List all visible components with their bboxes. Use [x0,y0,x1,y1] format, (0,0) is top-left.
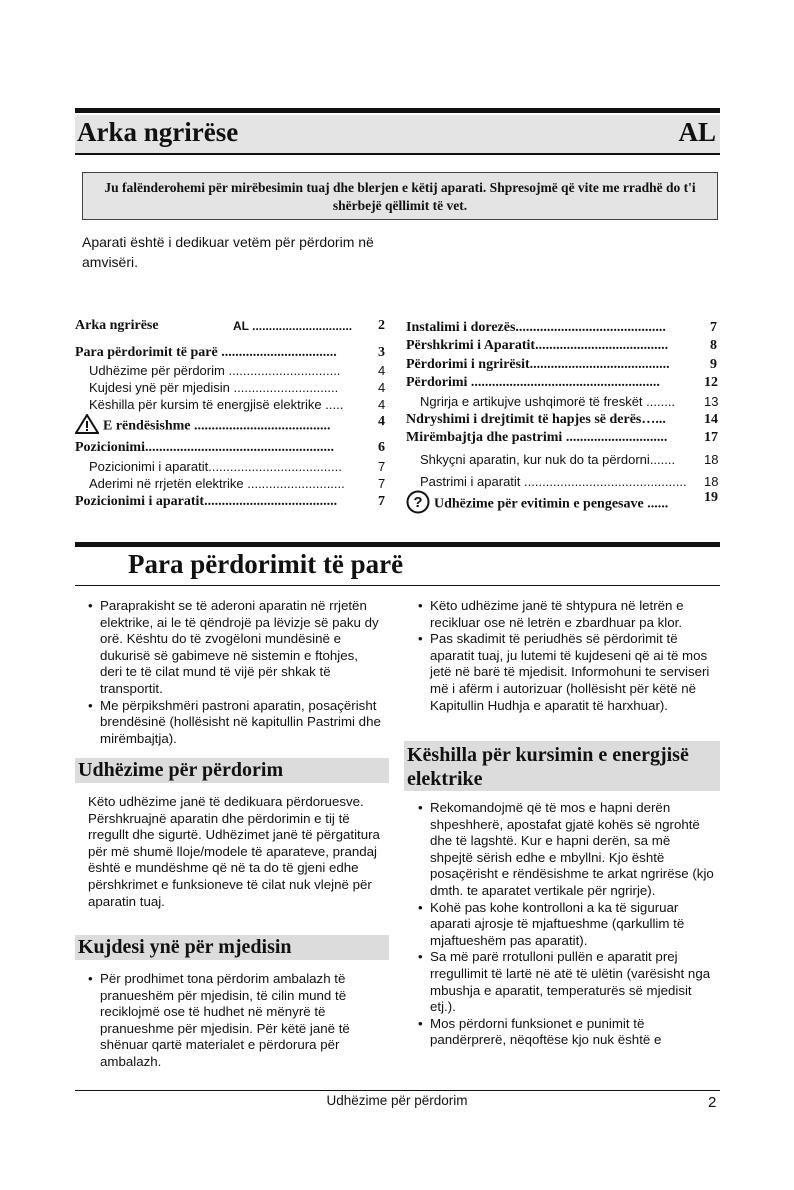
toc-entry[interactable]: Arka ngrirëse AL .............................. 2 [75,318,385,333]
footer-rule [75,1090,720,1091]
svg-text:?: ? [413,494,423,511]
usage-text: Këto udhëzime janë të dedikuara përdoruesve. Përshkruajnë aparatin dhe përdorimin e tij të rregullt dhe sigurtë. Udhëzimet janë të përgatitura për më shumë lloje/modele të aparateve, prandaj është e mundëshme që në ta do të gjeni edhe përshkrimet e funksioneve të cilat nuk vlejnë për aparatin tuaj. [88,794,380,909]
list-item: • Rekomandojmë që të mos e hapni derën shpeshherë, apostafat gjatë kohës së ngrohtë dhe të lagshtë. Kur e hapni derën, sa më shpejtë sërish edhe e mbyllni. Kjo është posaçërisht e rëndësishme te arkat ngrirëse (kjo dmth. te aparatet vertikale për ngrirje). [416,800,716,900]
toc-entry[interactable]: Mirëmbajtja dhe pastrimi ............................. 17 [406,430,718,445]
toc-entry[interactable]: Ngrirja e artikujve ushqimorë të freskët ........ 13 [420,394,719,409]
list-item: • Për prodhimet tona përdorim ambalazh të pranueshëm për mjedisin, të cilin mund të reciklojmë ose të hudhet në mënyrë të pranueshme për mjedisin. Për këtë janë të shënuar qartë materialet e përdorura për ambalazh. [86,971,381,1071]
list-item: • Mos përdorni funksionet e punimit të pandërprerë, nëqoftëse kjo nuk është e [416,1016,716,1049]
toc-entry[interactable]: Përdorimi i ngrirësit........................................ 9 [406,357,717,372]
list-item: • Me përpikshmëri pastroni aparatin, posaçërisht brendësinë (hollësisht në kapitullin Pastrimi dhe mirëmbajtja). [86,698,381,748]
toc-entry[interactable]: Përshkrimi i Aparatit...................................... 8 [406,338,717,353]
toc-entry[interactable]: Shkyçni aparatin, kur nuk do ta përdorni....... 18 [420,452,719,467]
left-bullets [86,598,381,747]
footer-title: Udhëzime për përdorim [326,1093,468,1108]
toc-entry[interactable]: Pozicionimi i aparatit...................................... 7 [75,494,385,509]
toc-entry[interactable]: Përdorimi ...................................................... 12 [406,375,718,390]
energy-heading: Këshilla për kursimin e energjisë elektrike [404,741,720,791]
list-item: • Paraprakisht se të aderoni aparatin në rrjetën elektrike, ai le të qëndrojë pa lëvizje së paku dy orë. Kështu do të zvogëloni mundësinë e dukurisë së gabimeve në sistemin e ftohjes, deri te të cilat mund të vijë për shkak të transportit. [86,598,381,698]
section-rule [75,542,720,547]
page-title: Arka ngrirëse [77,117,239,147]
list-item: • Kohë pas kohe kontrolloni a ka të siguruar aparati ajrosje të mjaftueshme (qarkullim të mjaftueshëm pas aparatit). [416,900,716,950]
environment-bullets [86,971,381,1071]
intro-text: Aparati është i dedikuar vetëm për përdorim në amvisëri. [82,234,374,270]
toc-entry[interactable]: Këshilla për kursim të energjisë elektrike ..... 4 [89,397,386,412]
toc-entry[interactable]: E rëndësishme ....................................... 4 [75,414,331,439]
environment-heading: Kujdesi ynë për mjedisin [75,935,389,960]
thanks-box: Ju falënderohemi për mirëbesimin tuaj dhe blerjen e këtij aparati. Shpresojmë që vite me rradhë do t'i shërbejë qëllimit të vet. [82,172,718,220]
header-rule [75,108,720,113]
page-number: 2 [708,1094,717,1111]
toc-entry[interactable]: Aderimi në rrjetën elektrike ........................... 7 [89,476,386,491]
usage-heading: Udhëzime për përdorim [75,758,389,783]
toc-entry[interactable]: Udhëzime për përdorim ............................... 4 [89,363,386,378]
list-item: • Këto udhëzime janë të shtypura në letrën e recikluar ose në letrën e zbardhuar pa klor. [416,598,716,631]
toc-entry[interactable]: Kujdesi ynë për mjedisin ............................. 4 [89,380,386,395]
section-underline [75,585,720,586]
language-code: AL [678,117,716,147]
toc-entry[interactable]: Ndryshimi i drejtimit të hapjes së derës…... 14 [406,412,718,427]
help-icon [406,490,430,519]
toc-entry[interactable]: Pozicionimi i aparatit..................................... 7 [89,459,386,474]
toc-entry[interactable]: Pastrimi i aparatit ............................................. 18 [420,474,719,489]
energy-bullets [416,800,716,1049]
list-item: • Sa më parë rrotulloni pullën e aparatit prej rregullimit të lartë në atë të ulëtin (varësisht nga mbushja e aparatit, temperaturës së mjedisit etj.). [416,949,716,1015]
toc-entry[interactable]: Instalimi i dorezës........................................... 7 [406,320,717,335]
toc-entry[interactable]: ? Udhëzime për evitimin e pengesave ...... 19 [406,490,668,519]
toc-entry[interactable]: Para përdorimit të parë ................................. 3 [75,345,385,360]
section-title: Para përdorimit të parë [128,549,404,579]
warning-icon [75,414,99,439]
right-bullets [416,598,716,714]
toc-entry[interactable]: Pozicionimi...................................................... 6 [75,440,385,455]
list-item: • Pas skadimit të periudhës së përdorimit të aparatit tuaj, ju lutemi të kujdeseni që ai të mos jetë në barë të mjedisit. Informohuni te serviseri më i afërm i autorizuar (hollësisht për këtë në Kapitullin Hudhja e aparatit të harxhuar). [416,631,716,714]
page-header [75,115,720,155]
